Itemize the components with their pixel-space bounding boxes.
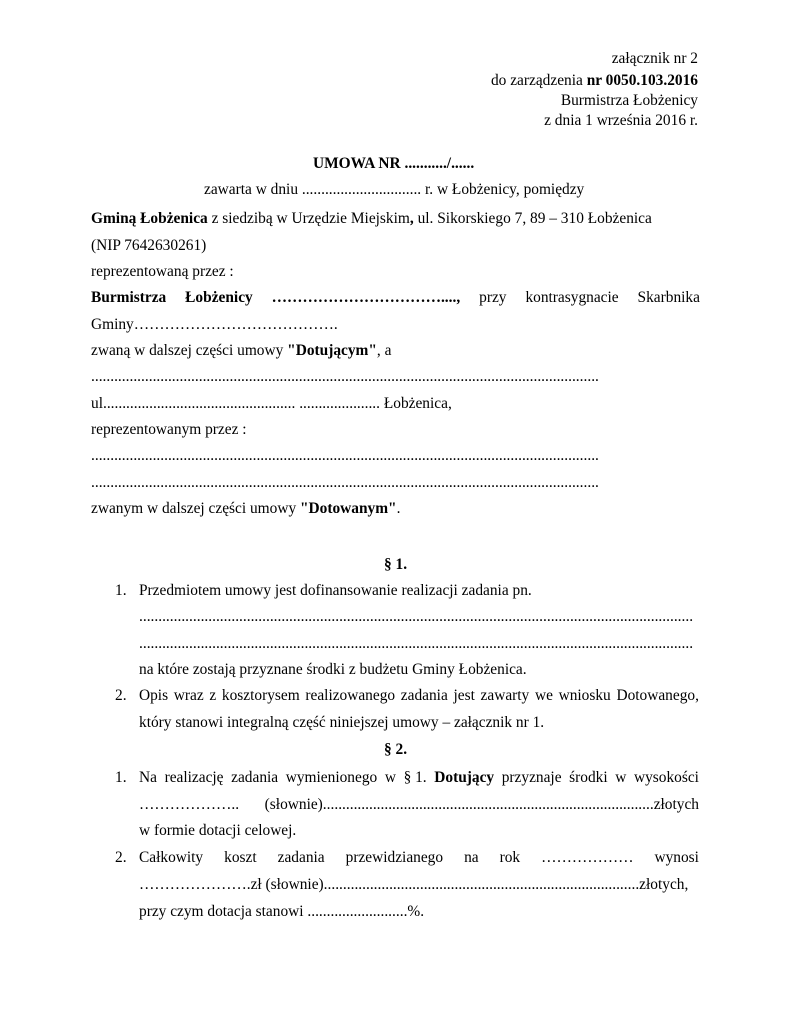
party1-address-part1: z siedzibą w Urzędzie Miejskim xyxy=(207,210,410,227)
rep-word: kontrasygnacie xyxy=(525,289,619,306)
section2-item2-line3: przy czym dotacja stanowi ..........................%. xyxy=(139,903,425,920)
party2-rep-dots-2: .................................................................................................................................... xyxy=(91,474,599,491)
rep-word: Skarbnika xyxy=(637,289,700,306)
year-dots: ……………… xyxy=(541,849,634,866)
party1-called-prefix: zwaną w dalszej części umowy xyxy=(91,342,288,359)
section2-item2-number: 2. xyxy=(115,849,127,866)
section2-item2-line2: ………………….zł (słownie)..................................................................................złotych, xyxy=(139,876,689,893)
amount-dots: ……………….. xyxy=(139,796,240,813)
header-mayor-line: Burmistrza Łobżenicy xyxy=(560,92,698,109)
party1-treasurer-line: Gminy…………………………………. xyxy=(91,316,338,333)
word: środki xyxy=(569,769,608,786)
section1-item2-line2: który stanowi integralną część niniejszej umowy – załącznik nr 1. xyxy=(139,714,545,731)
header-ordinance-number: nr 0050.103.2016 xyxy=(586,72,698,89)
word: Dotowanego, xyxy=(616,687,699,704)
section2-heading-text: § 2. xyxy=(383,741,408,758)
section2-item1-number: 1. xyxy=(115,769,127,786)
word: we xyxy=(534,687,553,704)
rep-word: przy xyxy=(479,289,507,306)
section1-item1-dots-2: ................................................................................................................................................ xyxy=(139,635,694,652)
section2-heading xyxy=(0,740,791,759)
party2-called-suffix: . xyxy=(396,500,401,517)
header-attachment-line: załącznik nr 2 xyxy=(611,50,698,67)
word: wysokości xyxy=(633,769,699,786)
section2-item2-line1 xyxy=(139,848,699,867)
party1-name-line xyxy=(91,209,652,228)
word: zadania xyxy=(231,769,279,786)
word: zadania xyxy=(400,687,448,704)
word: realizowanego xyxy=(305,687,396,704)
party1-address-part2: ul. Sikorskiego 7, 89 – 310 Łobżenica xyxy=(413,210,652,227)
party2-rep-dots-1: .................................................................................................................................... xyxy=(91,447,599,464)
word: wraz xyxy=(173,687,204,704)
word: wniosku xyxy=(558,687,611,704)
word: w xyxy=(384,769,396,786)
section2-item1-line2 xyxy=(139,795,699,814)
section1-item1-text: Przedmiotem umowy jest dofinansowanie realizacji zadania pn. xyxy=(139,582,532,599)
word: przyznaje xyxy=(501,769,562,786)
word: wymienionego xyxy=(285,769,378,786)
party1-representative-line xyxy=(91,288,700,307)
word: Całkowity xyxy=(139,849,204,866)
rep-word: Łobżenicy xyxy=(185,289,253,306)
word: Opis xyxy=(139,687,169,704)
section1-heading xyxy=(0,555,791,574)
word: zawarty xyxy=(480,687,530,704)
section2-item1-line3: w formie dotacji celowej. xyxy=(139,822,297,839)
party1-represented-by: reprezentowaną przez : xyxy=(91,263,234,280)
rep-word: Burmistrza xyxy=(91,289,167,306)
word: w xyxy=(615,769,627,786)
word: rok xyxy=(499,849,521,866)
word: § 1. xyxy=(403,769,427,786)
contract-title-text: UMOWA NR .........../...... xyxy=(313,155,475,172)
section1-item1-dots-1: ................................................................................................................................................ xyxy=(139,608,694,625)
header-ordinance-line xyxy=(491,71,698,90)
party1-called-suffix: , a xyxy=(376,342,392,359)
party1-called-name: "Dotującym" xyxy=(287,342,377,359)
word: wynosi xyxy=(654,849,699,866)
word: kosztorysem xyxy=(221,687,300,704)
party2-called-name: "Dotowanym" xyxy=(299,500,397,517)
party1-name: Gminą Łobżenica xyxy=(91,210,208,227)
section1-item2-number: 2. xyxy=(115,687,127,704)
section1-item1-line3: na które zostają przyznane środki z budżetu Gminy Łobżenica. xyxy=(139,661,527,678)
contract-intro: zawarta w dniu ............................... r. w Łobżenicy, pomiędzy xyxy=(204,181,585,198)
word: zadania xyxy=(277,849,325,866)
party2-called-line xyxy=(91,499,400,518)
rep-dots: ……………………………...., xyxy=(271,289,461,306)
word: z xyxy=(209,687,217,704)
word: jest xyxy=(453,687,475,704)
word-bold: Dotujący xyxy=(434,769,495,786)
party2-address: ul.................................................. ..................... Łobżenica, xyxy=(91,395,452,412)
contract-title xyxy=(313,154,474,173)
section2-item1-line1 xyxy=(139,768,699,787)
word: na xyxy=(464,849,479,866)
word: realizację xyxy=(164,769,224,786)
party2-represented-by: reprezentowanym przez : xyxy=(91,421,247,438)
party1-comma: , xyxy=(409,210,414,227)
section1-item1-number: 1. xyxy=(115,582,127,599)
section1-item2-line1 xyxy=(139,686,699,705)
word: przewidzianego xyxy=(345,849,444,866)
party1-nip: (NIP 7642630261) xyxy=(91,237,207,254)
word: Na xyxy=(139,769,157,786)
header-date-line: z dnia 1 września 2016 r. xyxy=(544,112,698,129)
party1-called-line xyxy=(91,341,391,360)
party2-called-prefix: zwanym w dalszej części umowy xyxy=(91,500,300,517)
word: koszt xyxy=(224,849,257,866)
section1-heading-text: § 1. xyxy=(383,556,408,573)
party2-name-dots: .................................................................................................................................... xyxy=(91,368,599,385)
amount-in-words: (słownie)......................................................................................złotych xyxy=(264,796,699,813)
header-ordinance-prefix: do zarządzenia xyxy=(490,72,587,89)
